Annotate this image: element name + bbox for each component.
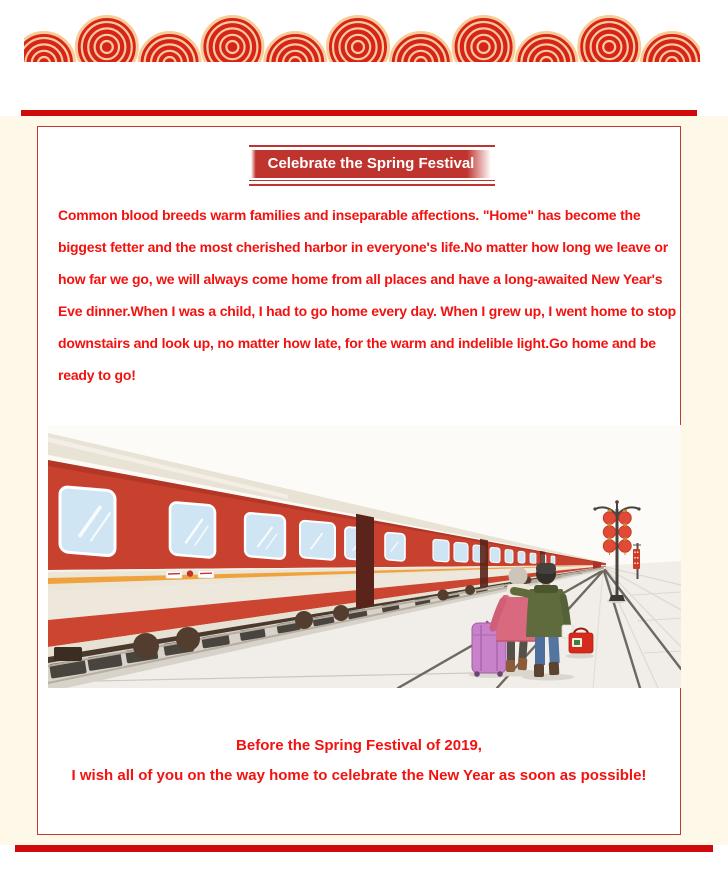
train-illustration [48, 425, 681, 688]
banner-bottom-line-2 [249, 184, 495, 186]
banner-bottom-line-1 [249, 180, 495, 181]
content-card [37, 126, 681, 835]
footer-line-1: Before the Spring Festival of 2019, [236, 737, 482, 754]
page-title: Celebrate the Spring Festival [251, 150, 491, 178]
footer-message [38, 731, 680, 791]
footer-line-2: I wish all of you on the way home to celebrate the New Year as soon as possible! [71, 767, 647, 784]
body-paragraph: Common blood breeds warm families and inseparable affections. "Home" has become the biggest fetter and the most cherished harbor in everyone's life.No matter how long we leave or how far we go, we will always come home from all places and have a long-awaited New Year's Eve dinner.When I was a child, I had to go home every day. When I grew up, I went home to stop downstairs and look up, no matter how late, for the warm and indelible light.Go home and be ready to go! [58, 207, 677, 383]
bottom-divider-bar [15, 845, 713, 852]
banner-top-line [249, 145, 495, 147]
cloud-pattern-border [24, 8, 700, 62]
